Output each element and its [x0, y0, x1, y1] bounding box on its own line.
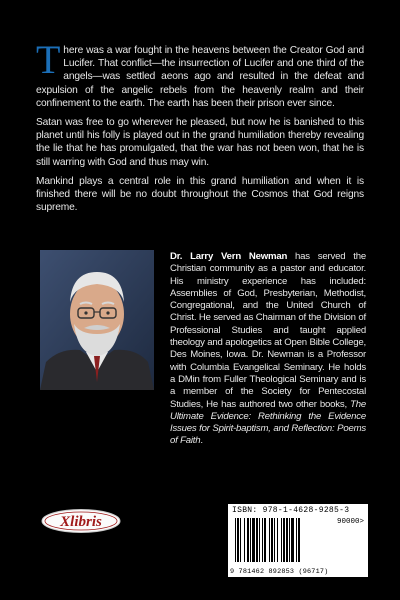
barcode-stripe [256, 518, 258, 562]
drop-cap: T [36, 37, 61, 82]
barcode-stripe [237, 518, 239, 562]
author-bio: Dr. Larry Vern Newman has served the Christian community as a pastor and educator. His ministry experience has included: Assemblies of God, Presbyterian, Methodist, Congregational, and the United Church of Christ. He served as Chairman of the Division of Professional Studies and taught applied theology and apologetics at Open Bible College, Des Moines, Iowa. Dr. Newman is a Professor with Columbia Evangelical Seminary. He holds a DMin from Fuller Theological Seminary and is a member of the Society for Pentecostal Studies, He has authored two other books, The Ultimate Evidence: Rethinking the Evidence Issues for Spirit-baptism, and Reflection: Poems of Faith. [170, 251, 366, 447]
book-titles: The Ultimate Evidence: Rethinking the Evidence Issues for Spirit-baptism, and Reflection: Poems of Faith [170, 398, 366, 447]
barcode [228, 504, 368, 577]
barcode-stripe [271, 518, 273, 562]
logo-text: Xlibris [60, 514, 102, 530]
price-code: 90000> [336, 518, 364, 526]
barcode-stripe [289, 518, 290, 562]
barcode-number: 9 781462 892853 (96717) [230, 568, 329, 576]
barcode-stripe [286, 518, 288, 562]
barcode-stripe [244, 518, 245, 562]
barcode-stripe [277, 518, 278, 562]
barcode-stripe [252, 518, 255, 562]
barcode-stripe [283, 518, 285, 562]
barcode-stripe [281, 518, 282, 562]
barcode-stripe [262, 518, 263, 562]
barcode-stripe [259, 518, 260, 562]
author-name: Dr. Larry Vern Newman [170, 251, 288, 262]
blurb-paragraph-2: Satan was free to go wherever he pleased, but now he is banished to this planet until his folly is played out in the grand humiliation thereby revealing the lie that he has promulgated, that the war has not been won, that he is still warring with God and thus may win. [36, 117, 364, 168]
barcode-stripe [291, 518, 294, 562]
author-photo [40, 250, 154, 390]
barcode-stripe [274, 518, 275, 562]
barcode-stripe [247, 518, 249, 562]
isbn-label: ISBN: 978-1-4628-9285-3 [232, 506, 350, 515]
barcode-stripe [250, 518, 251, 562]
barcode-bars [234, 516, 334, 564]
barcode-stripe [269, 518, 270, 562]
barcode-stripe [264, 518, 266, 562]
barcode-stripe [240, 518, 241, 562]
xlibris-logo [40, 508, 122, 534]
blurb-paragraph-3: Mankind plays a central role in this grand humiliation and when it is finished there will be no doubt throughout the Cosmos that God reigns supreme. [36, 175, 364, 214]
back-cover-blurb [36, 37, 364, 220]
barcode-stripe [296, 518, 297, 562]
bio-text: has served the Christian community as a pastor and educator. His ministry experience has included: Assemblies of God, Presbyterian, Methodist, Congregational, and the United Church of Christ. He served as Chairman of the Division of Professional Studies and taught applied theology and apologetics at Open Bible College, Des Moines, Iowa. Dr. Newman is a Professor with Columbia Evangelical Seminary. He holds a DMin from Fuller Theological Seminary and is a member of the Society for Pentecostal Studies, He has authored two other books, [170, 251, 366, 410]
barcode-stripe [235, 518, 236, 562]
blurb-paragraph-1: There was a war fought in the heavens between the Creator God and Lucifer. That conflict—the insurrection of Lucifer and one third of the angels—was settled aeons ago and resulted in the defeat and expulsion of the angelic rebels from the heavenly realm and their confinement to the earth. The earth has been their prison ever since. [36, 37, 364, 109]
barcode-stripe [298, 518, 300, 562]
